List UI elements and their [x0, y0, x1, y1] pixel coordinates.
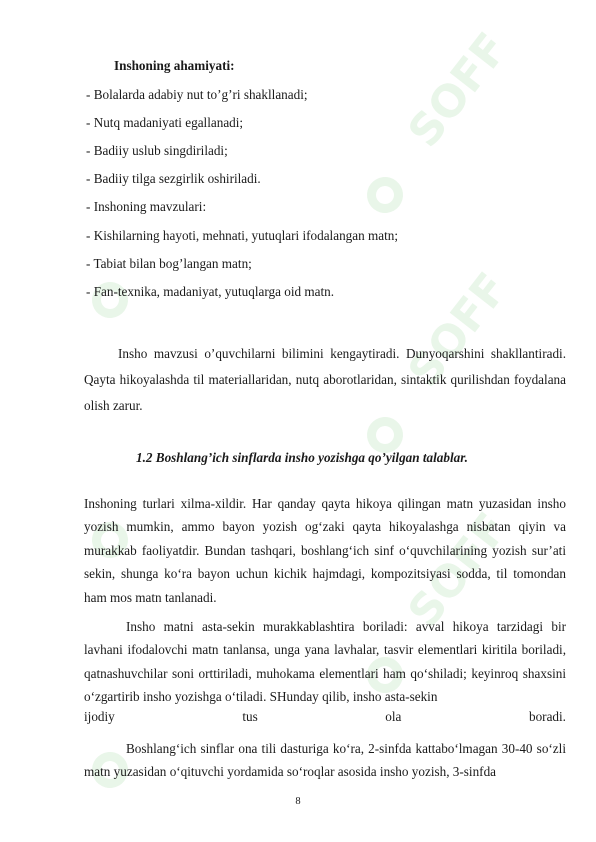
- paragraph-last-line: [84, 709, 566, 725]
- bullet-item: - Tabiat bilan bog’langan matn;: [86, 256, 252, 271]
- watermark-text: SOFF: [398, 503, 519, 637]
- page-number: 8: [295, 796, 301, 807]
- bullet-item: - Badiiy uslub singdiriladi;: [86, 143, 228, 158]
- watermark-logo: [85, 275, 136, 326]
- bullet-item: - Kishilarning hayoti, mehnati, yutuqlari ifodalangan matn;: [86, 228, 399, 243]
- word: tus: [242, 709, 258, 724]
- watermark-text: SOFF: [398, 263, 519, 397]
- bullet-item: - Bolalarda adabiy nut to’g’ri shakllanadi;: [86, 87, 308, 102]
- word: boradi.: [528, 709, 566, 724]
- heading: Inshoning ahamiyati:: [114, 58, 235, 73]
- paragraph: Insho mavzusi o’quvchilarni bilimini kengaytiradi. Dunyoqarshini shakllantiradi. Qayta hikoyalashda til materiallaridan, nutq aborotlaridan, sintaktik qurilishdan foydalana olish zarur.: [84, 346, 566, 413]
- section-title: 1.2 Boshlang’ich sinflarda insho yozishga qo’yilgan talablar.: [136, 450, 468, 465]
- watermark-text: SOFF: [398, 23, 519, 157]
- bullet-item: - Inshoning mavzulari:: [86, 199, 207, 214]
- paragraph: Boshlang‘ich sinflar ona tili dasturiga ko‘ra, 2-sinfda kattabo‘lmagan 30-40 so‘zli matn yuzasidan o‘qituvchi yordamida so‘roqlar asosida insho yozish, 3-sinfda: [84, 741, 566, 780]
- bullet-item: - Badiiy tilga sezgirlik oshiriladi.: [86, 171, 261, 186]
- paragraph: Inshoning turlari xilma-xildir. Har qanday qayta hikoya qilingan matn yuzasidan insho yozish mumkin, ammo bayon yozish og‘zaki qayta hikoyalashga nisbatan qiyin va murakkab faoliyatdir. Bundan tashqari, boshlang‘ich sinf o‘quvchilarining yozish sur’ati sekin, shunga ko‘ra bayon uchun kichik hajmdagi, kompozitsiyasi sodda, til tomondan ham mos matn tanlanadi.: [84, 496, 566, 605]
- watermark-logo: [360, 170, 411, 221]
- bullet-item: - Fan-texnika, madaniyat, yutuqlarga oid matn.: [86, 284, 335, 299]
- word: ijodiy: [84, 709, 115, 724]
- word: ola: [385, 709, 402, 724]
- bullet-item: - Nutq madaniyati egallanadi;: [86, 115, 244, 130]
- paragraph: Insho matni asta-sekin murakkablashtira boriladi: avval hikoya tarzidagi bir lavhani ifodalovchi matn tanlansa, unga yana lavhalar, tasvir elementlari kiritila boriladi, qatnashuvchilar soni orttiriladi, muhokama elementlari ham qo‘shiladi; keyinroq shaxsini o‘zgartirib insho yozishga o‘tiladi. SHunday qilib, insho asta-sekin: [84, 619, 566, 705]
